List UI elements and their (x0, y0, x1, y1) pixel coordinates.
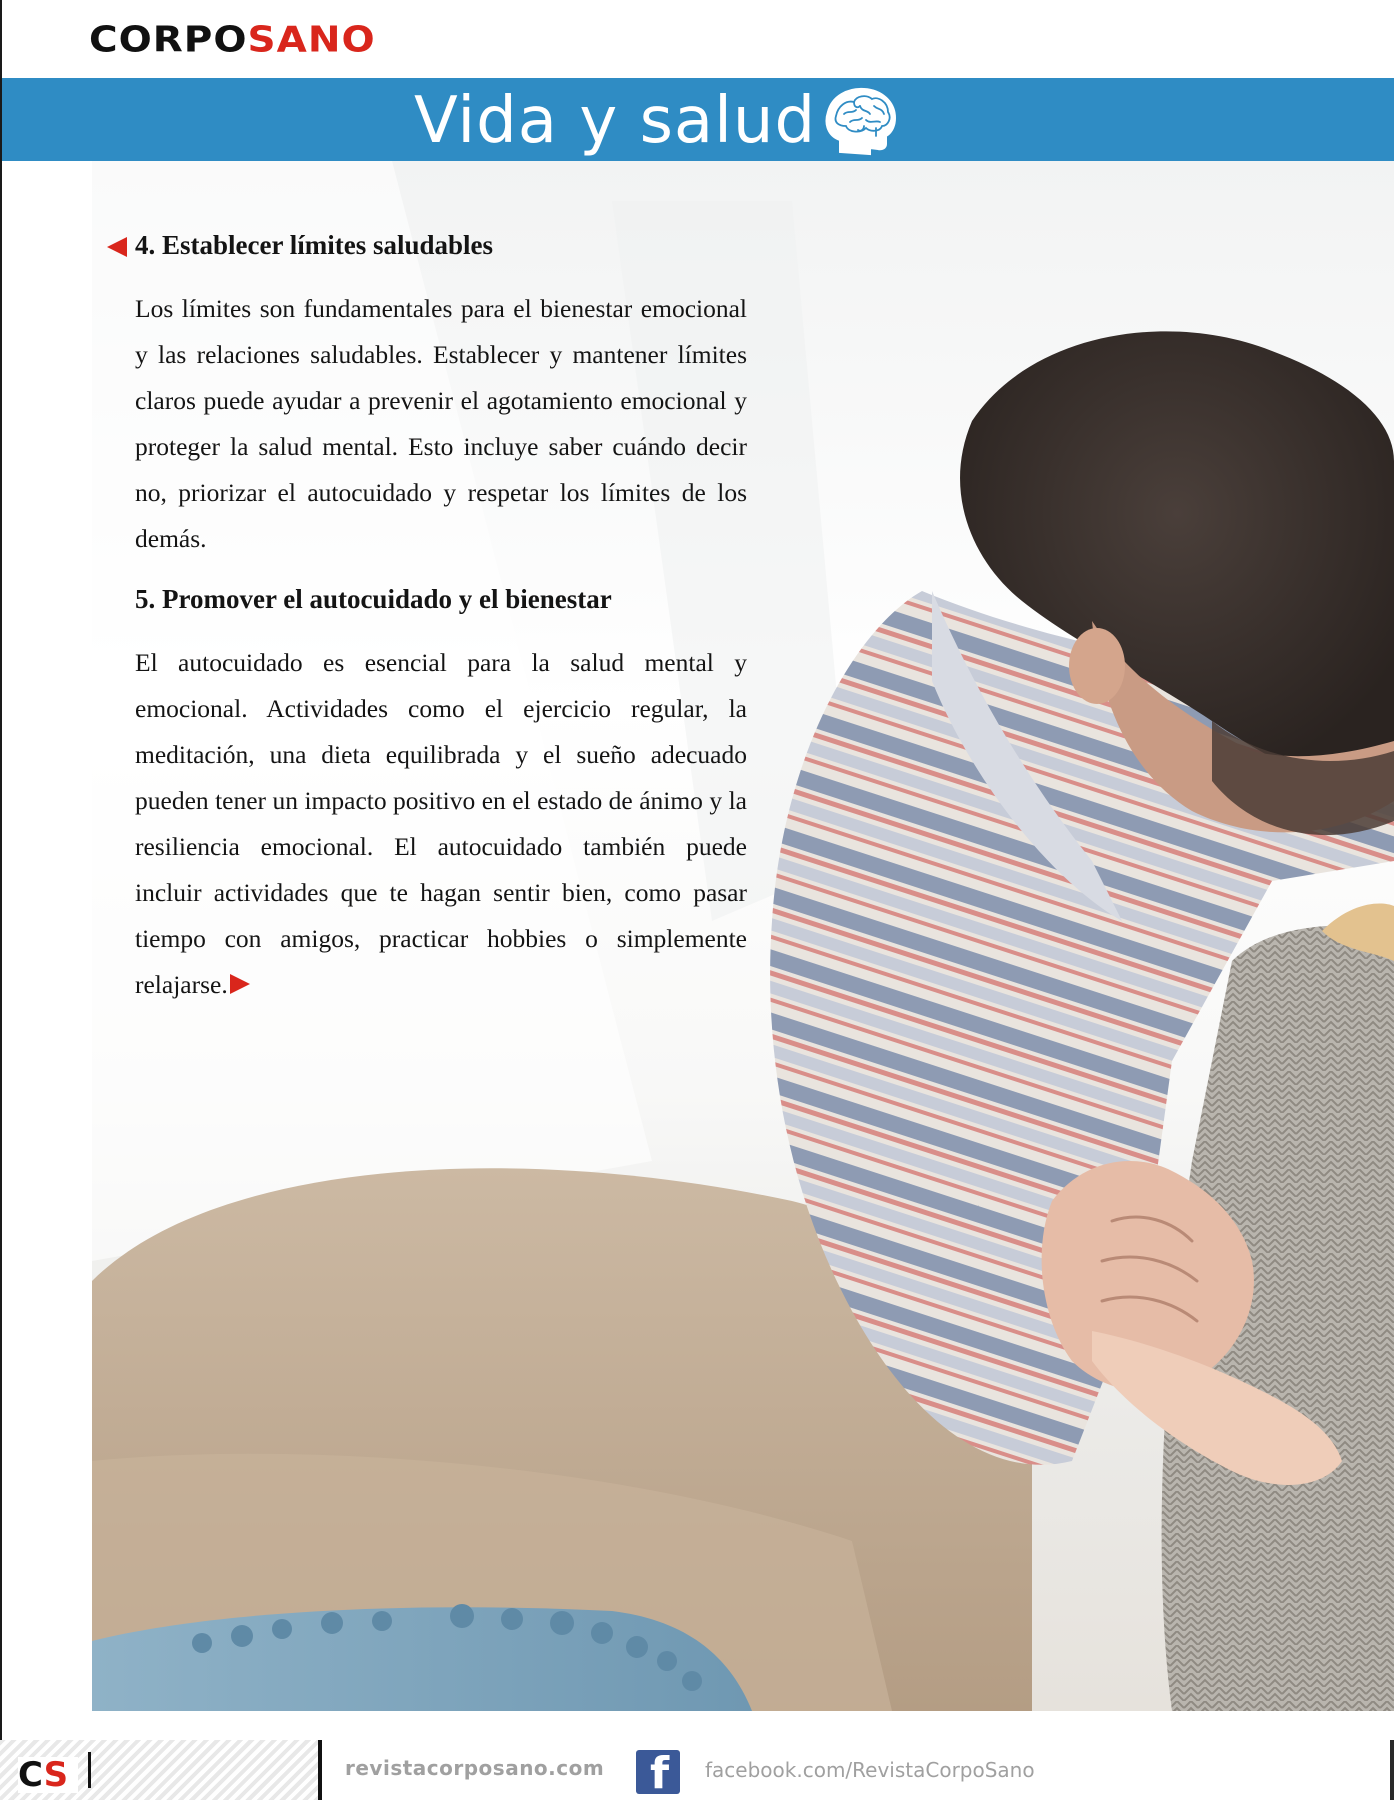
continue-arrow-icon (230, 974, 250, 994)
page-footer (0, 1740, 1394, 1800)
continue-from-arrow-icon (107, 237, 127, 257)
footer-logo-c: C (18, 1755, 44, 1795)
masthead-logo (89, 19, 376, 61)
footer-divider (88, 1752, 91, 1788)
footer-logo-s: S (43, 1755, 69, 1795)
page-left-rule (0, 0, 2, 1800)
section-5-paragraph (135, 640, 747, 1008)
footer-logo (18, 1757, 78, 1793)
brain-head-icon (820, 84, 900, 158)
facebook-icon[interactable] (636, 1750, 680, 1794)
facebook-glyph: f (650, 1750, 670, 1794)
section-5-paragraph-text: El autocuidado es esencial para la salud mental y emocional. Actividades como el ejercicio regular, la meditación, una dieta equilibrada y el sueño adecuado pueden tener un impacto positivo en el estado de ánimo y la resiliencia emocional. El autocuidado también puede incluir actividades que te hagan sentir bien, como pasar tiempo con amigos, practicar hobbies o simplemente relajarse. (135, 648, 747, 999)
facebook-link[interactable]: facebook.com/RevistaCorpoSano (705, 1758, 1035, 1782)
logo-text-sano: SANO (247, 19, 376, 61)
logo-text-corpo: CORPO (89, 19, 248, 61)
section-banner (2, 78, 1394, 161)
article-body (135, 222, 747, 1008)
section-4-paragraph: Los límites son fundamentales para el bienestar emocional y las relaciones saludables. Establecer y mantener límites claros puede ayudar a prevenir el agotamiento emocional y proteger la salud mental. Esto incluye saber cuándo decir no, priorizar el autocuidado y respetar los límites de los demás. (135, 294, 747, 553)
footer-rule (318, 1740, 322, 1800)
section-4-heading-text: 4. Establecer límites saludables (135, 230, 494, 260)
section-5-heading: 5. Promover el autocuidado y el bienestar (135, 584, 612, 614)
footer-right-edge (1390, 1740, 1394, 1800)
section-4-heading (135, 227, 747, 263)
website-link[interactable]: revistacorposano.com (345, 1756, 605, 1780)
section-title: Vida y salud (414, 84, 817, 158)
